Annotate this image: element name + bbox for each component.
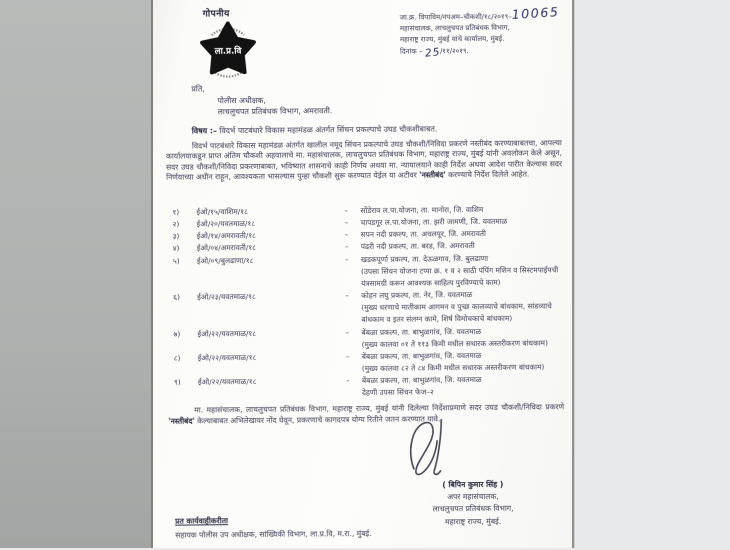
- case-ref: ईओ/१५/वाशिम/१८: [196, 206, 248, 217]
- case-desc-text: चापडगूर ल.पा.योजना, ता. झरी जामणी, जि. यवतमाळ: [360, 216, 508, 228]
- case-number: ५): [172, 256, 180, 266]
- salutation: प्रति,: [191, 84, 205, 94]
- case-desc-text: पंढरी नदी प्रकल्प, ता. बरड, जि. अमरावती: [360, 241, 475, 252]
- case-row: [173, 288, 565, 328]
- nastiband-term: 'नस्तीबंद': [168, 416, 195, 426]
- case-list: [172, 203, 566, 401]
- case-row: [173, 325, 565, 353]
- subject-text: विदर्भ पाटबंधारे विकास महामंडळ अंतर्गत सिंचन प्रकल्पाचे उघड चौकशीबाबत.: [219, 124, 438, 136]
- case-row: [174, 373, 566, 401]
- signatory-title-2: लाचलुचपत प्रतिबंधक विभाग,: [432, 504, 514, 514]
- dash: –: [345, 351, 350, 362]
- case-note: देहणी उपसा सिंचन फेज–२: [361, 387, 434, 398]
- signatory-name: ( बिपिन कुमार सिंह ): [442, 479, 504, 490]
- signature-scribble: [400, 415, 453, 479]
- dash: –: [345, 327, 350, 337]
- case-number: ३): [172, 231, 180, 241]
- case-number: ७): [173, 329, 181, 339]
- case-row: [173, 252, 565, 292]
- case-number: २): [172, 219, 180, 229]
- case-desc-text: बेंबळा प्रकल्प, ता. बाभुळगांव, जि. यवतमाळ: [361, 350, 482, 361]
- date-rest: /११/२०१९.: [439, 47, 469, 56]
- body-paragraph: [166, 138, 562, 183]
- signatory-title-3: महाराष्ट्र राज्य, मुंबई.: [445, 516, 502, 526]
- date-line: [400, 44, 572, 58]
- dash: –: [344, 230, 349, 240]
- closing-text-end: केल्याबाबत अभिलेखावर नोंद घेवून, प्रकरणाचे कागदपत्र योग्य रितीने जतन करण्यात यावे.: [194, 413, 441, 426]
- dash: –: [345, 291, 349, 301]
- copy-to-heading: प्रत कार्यवाहीकरीता: [175, 516, 229, 526]
- case-ref: ईओ/१४/अमरावती/१८: [196, 231, 256, 241]
- dash: –: [345, 376, 350, 386]
- case-description: [361, 325, 565, 351]
- copy-to-line: सहायक पोलीस उप अधीक्षक, सांख्यिकी विभाग, ला.प्र.वि, म.रा., मुंबई.: [175, 528, 372, 540]
- star-icon: [197, 21, 260, 80]
- case-number: ९): [173, 377, 181, 387]
- acb-star-logo: [197, 21, 260, 80]
- handwritten-date-day: 25: [423, 46, 441, 60]
- dash: –: [344, 254, 349, 264]
- case-ref: ईओ/२०/यवतमाळ/१८: [196, 219, 256, 229]
- photo-background-left: [0, 0, 154, 548]
- closing-text: मा. महासंचालक, लाचलुचपत प्रतिबंधक विभाग, महाराष्ट्र राज्य, मुंबई यांनी दिलेल्या निर्देशाप्रमाणे सदर उघड चौकशी/निविदा प्रकरणे: [194, 402, 565, 415]
- signatory-title-1: अपर महासंचालक,: [447, 492, 499, 502]
- recipient-title: पोलीस अधीक्षक,: [217, 95, 266, 105]
- photo-background-right: [574, 0, 730, 548]
- dash: –: [344, 218, 349, 228]
- dash: –: [344, 242, 349, 252]
- date-label: दिनांक –: [400, 47, 423, 56]
- case-note: (मुख्य कालवा ८२ ते ८४ किमी मधील सधारक अस्तरीकरण बांधकाम): [361, 362, 545, 374]
- office-line-1: महासंचालक, लाचलुचपत प्रतिबंधक विभाग,: [399, 23, 510, 33]
- case-ref: ईओ/२२/यवतमाळ/१८: [197, 328, 257, 339]
- reference-number-label: जा.क्र. विपाविम/नपअम–चौकशी/१८/२०१९–: [399, 12, 512, 22]
- handwritten-outward-number: 10065: [511, 4, 560, 22]
- signatory-block: [385, 478, 561, 528]
- case-ref: ईओ/२२/यवतमाळ/१८: [197, 352, 257, 363]
- case-ref: ईओ/०४/अमरावती/१८: [196, 243, 257, 253]
- subject-label: विषय :–: [191, 126, 217, 136]
- closing-paragraph: [168, 402, 564, 427]
- case-desc-text: कोहन लघु प्रकल्प, ता. नेर, जि. यवतमाळ: [361, 290, 473, 301]
- case-number: ८): [173, 353, 181, 363]
- case-desc-text: सोंडेराव ल.पा.योजना, ता. मानोरा, जि. वाशिम: [360, 204, 484, 216]
- case-note: (मुख्य कालवा ०१ ते ११३ किमी मधील सधारक अस्तरीकरण बांधकाम): [361, 338, 549, 349]
- case-ref: ईओ/२२/यवतमाळ/१८: [197, 377, 257, 387]
- copy-to-block: [175, 513, 372, 542]
- letter-content: [151, 0, 575, 550]
- case-description: [361, 252, 565, 290]
- case-desc-text: बेंबळा प्रकल्प, ता. बाभुळगांव, जि. यवतमाळ: [361, 326, 482, 337]
- confidential-stamp: गोपनीय: [202, 9, 230, 20]
- case-row: [174, 349, 566, 377]
- body-paragraph-end: करण्याचे निर्देश दिलेले आहेत.: [445, 169, 530, 180]
- case-desc-text: बेंबळा प्रकल्प, ता. बाभुळगांव, जि. यवतमाळ: [361, 375, 482, 386]
- reference-block: [399, 4, 572, 60]
- case-description: [362, 373, 566, 399]
- dash: –: [344, 206, 349, 216]
- case-number: ६): [173, 292, 180, 302]
- letter-page: [151, 0, 574, 548]
- case-desc-text: खडकपूर्णा प्रकल्प, ता. देऊळगाव, जि. बुलढाणा: [360, 253, 489, 264]
- nastiband-term: 'नस्तीबंद': [419, 170, 446, 180]
- case-desc-text: सपन नदी प्रकल्प, ता. अचलपूर, जि. अमरावती: [360, 229, 487, 240]
- signature-icon: [400, 415, 453, 479]
- case-note: (उपसा सिंचन योजना टप्पा क्र. १ व २ साठी पंपिंग मशिन व सिस्टमपाईपची यंत्रसामग्री करून आवश्यक साहित्य पुरविण्याचे काम): [360, 265, 559, 288]
- case-note: (मुख्य धरणाचे मातीकाम आगमन व पुच्छ कालव्याचे बांधकाम, सांडव्याचे बांधकाम व इतर संलग्न कामे, शिर्ष विमोचकाचे बांधकाम): [361, 301, 552, 325]
- reference-number-line: [399, 4, 572, 24]
- case-number: १): [172, 207, 180, 217]
- case-ref: ईओ/०९/बुलढाणा/१८: [196, 255, 254, 266]
- recipient-office: लाचलुचपत प्रतिबंधक विभाग, अमरावती.: [217, 106, 333, 117]
- case-description: [361, 288, 565, 326]
- recipient-block: [191, 82, 332, 118]
- body-paragraph-text: विदर्भ पाटबंधारे विकास महामंडळ अंतर्गत खालील नमूद सिंचन प्रकल्पाचे उघड चौकशी/निविदा प्रकरणे नस्तीबंद करण्याबाबतचा, आपल्या कार्यालयाकडून प्राप्त अंतिम चौकशी अहवालाचे मा. महासंचालक, लाचलुचपत प्रतिबंधक विभाग, महाराष्ट्र राज्य, मुंबई यांनी अवलोकन केले असून, सदर उघड चौकशी/निविदा प्रकरणाबाबत, भविष्यात शासनाचे काही निर्णय अथवा मा. न्यायालयाने काही निर्देश अथवा आदेश पारीत केल्यास सदर निर्णयाच्या अधीन राहून, आवश्यकता भासल्यास पुन्हा चौकशी सुरू करण्यात येईल या अटीवर: [165, 138, 563, 182]
- office-line-2: महाराष्ट्र राज्य, मुंबई यांचे कार्यालय, मुंबई.: [399, 34, 505, 44]
- subject-line: [192, 123, 552, 136]
- case-description: [362, 349, 566, 375]
- case-ref: ईओ/२३/यवतमाळ/१८: [197, 292, 256, 302]
- case-number: ४): [172, 244, 180, 254]
- logo-text: ला.प्र.वि: [214, 46, 242, 57]
